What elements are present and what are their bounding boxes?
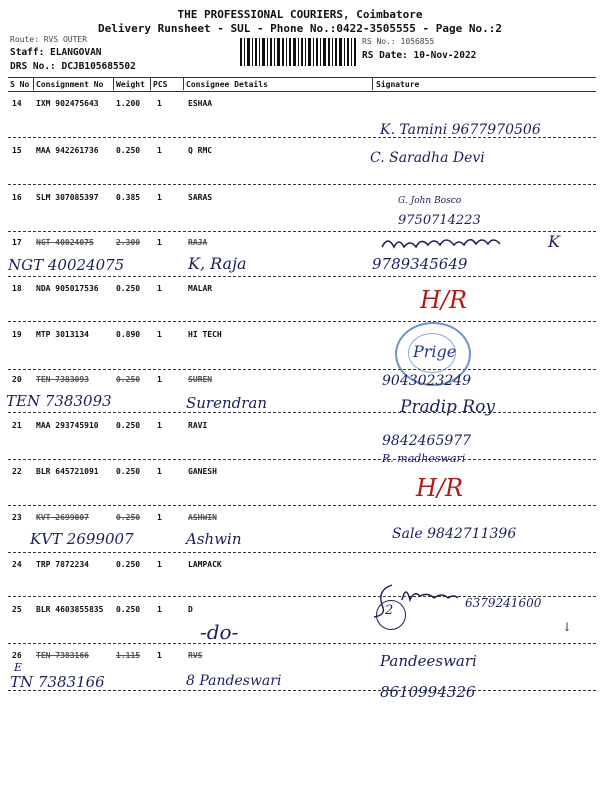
row-pcs: 1 (157, 146, 162, 155)
row-weight: 2.300 (116, 238, 141, 247)
circled-number: 2 (385, 603, 394, 618)
col-pcs-header: PCS (153, 80, 168, 89)
row-weight: 0.890 (116, 330, 141, 339)
row-consignment-no: KVT 2699007 (36, 513, 89, 522)
handwritten-phone: 9750714223 (398, 213, 481, 228)
row-separator (8, 459, 596, 460)
handwritten-signature: C. Saradha Devi (370, 150, 485, 166)
row-pcs: 1 (157, 605, 162, 614)
row-consignee: SARAS (188, 193, 213, 202)
row-pcs: 1 (157, 467, 162, 476)
row-consignee: LAMPACK (188, 560, 222, 569)
row-consignee: RAJA (188, 238, 208, 247)
column-divider (113, 78, 114, 90)
handwritten-consignment-no: NGT 40024075 (8, 256, 125, 274)
row-consignment-no: TEN 7383093 (36, 375, 89, 384)
handwritten-name: R. madheswari (382, 452, 466, 465)
row-consignee: D (188, 605, 193, 614)
column-divider (372, 78, 373, 90)
row-consignment-no: MAA 942261736 (36, 146, 99, 155)
handwritten-ditto: -do- (200, 620, 239, 644)
row-sno: 23 (12, 513, 22, 522)
row-sno: 14 (12, 99, 22, 108)
handwritten-signature: Sale 9842711396 (392, 526, 517, 542)
row-consignment-no: BLR 645721091 (36, 467, 99, 476)
document-title: THE PROFESSIONAL COURIERS, Coimbatore (177, 8, 423, 21)
row-pcs: 1 (157, 99, 162, 108)
table-top-rule (8, 77, 596, 78)
row-consignment-no: MAA 293745910 (36, 421, 99, 430)
column-divider (33, 78, 34, 90)
handwritten-prefix: E (14, 661, 23, 674)
row-weight: 0.250 (116, 146, 141, 155)
handwritten-signature: G. John Bosco (398, 196, 462, 206)
row-sno: 17 (12, 238, 22, 247)
row-separator (8, 321, 596, 322)
row-separator (8, 412, 596, 413)
row-consignee: SUREN (188, 375, 213, 384)
row-consignment-no: TRP 7872234 (36, 560, 89, 569)
column-divider (150, 78, 151, 90)
row-consignment-no: IXM 902475643 (36, 99, 99, 108)
row-weight: 0.385 (116, 193, 141, 202)
handwritten-phone: 6379241600 (465, 596, 542, 610)
row-sno: 26 (12, 651, 22, 660)
row-sno: 15 (12, 146, 22, 155)
row-weight: 0.250 (116, 560, 141, 569)
stamp-signature: Prige (413, 342, 457, 361)
row-consignment-no: NGT 40024075 (36, 238, 94, 247)
column-divider (183, 78, 184, 90)
row-consignment-no: SLM 307085397 (36, 193, 99, 202)
row-pcs: 1 (157, 375, 162, 384)
handwritten-consignment-no: TN 7383166 (10, 673, 105, 691)
handwritten-hr-mark: H/R (420, 286, 468, 314)
row-pcs: 1 (157, 284, 162, 293)
drs-number: DRS No.: DCJB105685502 (10, 61, 136, 72)
row-sno: 22 (12, 467, 22, 476)
row-sno: 16 (12, 193, 22, 202)
rs-date: RS Date: 10-Nov-2022 (362, 50, 477, 61)
document-subtitle: Delivery Runsheet - SUL - Phone No.:0422-3505555 - Page No.:2 (98, 22, 502, 35)
barcode (240, 38, 356, 66)
row-separator (8, 369, 596, 370)
handwritten-name: 8 Pandeswari (186, 673, 282, 689)
row-sno: 21 (12, 421, 22, 430)
handwritten-signature: Pandeeswari (380, 652, 477, 670)
handwritten-signature-tamil (380, 233, 530, 257)
row-weight: 1.200 (116, 99, 141, 108)
row-weight: 0.250 (116, 513, 141, 522)
handwritten-consignment-no: KVT 2699007 (30, 530, 134, 548)
tamil-signature-scribble (380, 233, 530, 253)
row-sno: 19 (12, 330, 22, 339)
staff-label: Staff: ELANGOVAN (10, 47, 102, 58)
header-bottom-rule (8, 91, 596, 92)
row-separator (8, 276, 596, 277)
margin-tick-mark: ↓ (562, 620, 573, 634)
handwritten-phone: 9842465977 (382, 433, 472, 449)
handwritten-hr-mark: H/R (416, 474, 464, 502)
row-consignee: MALAR (188, 284, 213, 293)
handwritten-letter: K (548, 232, 560, 251)
row-consignment-no: NDA 905017536 (36, 284, 99, 293)
row-weight: 0.250 (116, 605, 141, 614)
row-consignee: HI TECH (188, 330, 222, 339)
row-pcs: 1 (157, 238, 162, 247)
handwritten-signature: Pradip Roy (400, 397, 495, 417)
row-separator (8, 231, 596, 232)
row-consignee: RVS (188, 651, 203, 660)
row-weight: 1.115 (116, 651, 141, 660)
row-weight: 0.250 (116, 467, 141, 476)
row-weight: 0.250 (116, 284, 141, 293)
handwritten-name: Ashwin (186, 530, 242, 548)
row-pcs: 1 (157, 330, 162, 339)
row-consignment-no: BLR 4603855835 (36, 605, 104, 614)
row-consignee: ASHWIN (188, 513, 217, 522)
row-consignment-no: TEN 7383166 (36, 651, 89, 660)
handwritten-phone: 9043023249 (382, 373, 472, 389)
rs-number: RS No.: 1056855 (362, 37, 435, 46)
row-separator (8, 643, 596, 644)
route-label: Route: RVS OUTER (10, 35, 88, 44)
row-pcs: 1 (157, 421, 162, 430)
row-pcs: 1 (157, 560, 162, 569)
handwritten-consignment-no: TEN 7383093 (6, 392, 112, 410)
row-consignee: GANESH (188, 467, 217, 476)
col-signature-header: Signature (376, 80, 420, 89)
row-sno: 18 (12, 284, 22, 293)
col-consignment-header: Consignment No (36, 80, 104, 89)
row-pcs: 1 (157, 513, 162, 522)
row-consignment-no: MTP 3013134 (36, 330, 89, 339)
col-sno-header: S No (10, 80, 30, 89)
handwritten-signature: K. Tamini 9677970506 (380, 122, 541, 138)
row-sno: 24 (12, 560, 22, 569)
row-separator (8, 184, 596, 185)
row-consignee: ESHAA (188, 99, 213, 108)
row-weight: 0.250 (116, 421, 141, 430)
row-consignee: Q RMC (188, 146, 213, 155)
handwritten-name: Surendran (186, 394, 268, 412)
row-sno: 25 (12, 605, 22, 614)
col-weight-header: Weight (116, 80, 145, 89)
col-consignee-header: Consignee Details (186, 80, 268, 89)
handwritten-name: K, Raja (188, 254, 247, 273)
row-consignee: RAVI (188, 421, 208, 430)
row-separator (8, 552, 596, 553)
row-pcs: 1 (157, 193, 162, 202)
row-separator (8, 505, 596, 506)
row-pcs: 1 (157, 651, 162, 660)
handwritten-phone: 9789345649 (372, 255, 468, 273)
row-weight: 0.250 (116, 375, 141, 384)
handwritten-phone: 8610994326 (380, 683, 476, 701)
row-sno: 20 (12, 375, 22, 384)
